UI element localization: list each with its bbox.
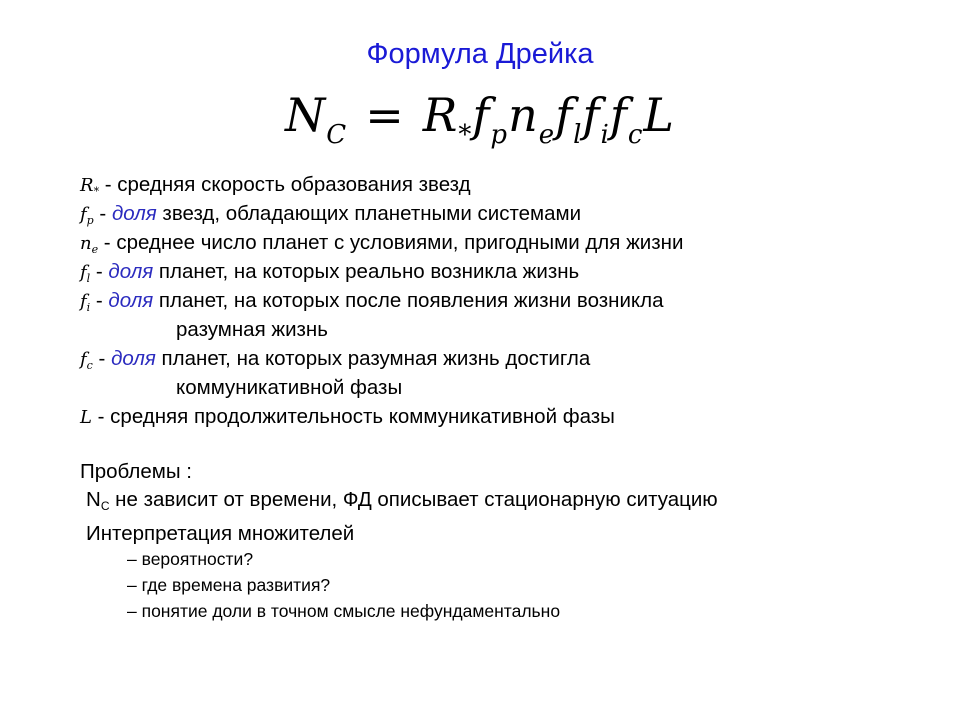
formula-term-ne [508,88,556,150]
definition-rstar [80,170,683,199]
definition-ne [80,228,683,257]
symbol-letter: f [80,204,87,225]
nc-symbol [86,488,109,511]
formula-term-fp [472,88,509,150]
definition-text: планет, на которых после появления жизни возникла [153,289,664,312]
formula-lhs-symbol: N [285,88,327,142]
definition-separator: - [98,231,117,254]
nc-letter: N [86,488,101,511]
definition-fc [80,344,683,373]
symbol-letter: f [80,291,87,312]
definition-text: среднее число планет с условиями, пригодными для жизни [116,231,684,254]
formula-term-symbol: f [472,88,491,142]
problems-heading: Проблемы : [80,460,192,483]
formula-term-fl [555,88,583,150]
formula-lhs-sub: C [326,120,348,150]
symbol-sub: * [93,185,100,198]
formula-term-sub: e [538,120,556,150]
definition-fl [80,257,683,286]
formula-term-sub: l [573,120,583,150]
definition-separator: - [90,289,109,312]
formula-term-sub: i [600,120,610,150]
definition-text: средняя скорость образования звезд [117,173,471,196]
problems-section [80,458,718,548]
definition-separator: - [99,173,118,196]
problems-sublist [127,546,560,624]
sublist-item: – вероятности? [127,549,254,569]
symbol-letter: R [80,175,94,196]
formula-term-symbol: n [508,88,539,142]
symbol-sub: c [86,359,93,372]
formula-term-symbol: f [609,88,628,142]
definition-text: звезд, обладающих планетными системами [156,202,582,225]
definition-separator: - [92,347,112,370]
definition-highlight: доля [108,289,154,312]
formula-equals: = [365,88,405,142]
problem-item-text: не зависит от времени, ФД описывает стационарную ситуацию [109,488,718,511]
definition-fi-continuation: разумная жизнь [176,318,328,341]
problem-item-nc [80,486,718,520]
formula-term-sub: c [627,120,644,150]
sublist-item: – понятие доли в точном смысле нефундаментально [127,601,561,621]
nc-sub: C [100,499,110,513]
formula-term-rstar [422,88,473,150]
definition-symbol [80,403,92,432]
definition-text: средняя продолжительность коммуникативной фазы [110,405,615,428]
definition-separator: - [91,405,111,428]
definitions-list [80,170,683,431]
definition-separator: - [93,202,112,225]
definition-highlight: доля [111,347,156,370]
formula-term-symbol: R [422,88,459,142]
formula-term-sub: * [458,120,473,150]
definition-text: планет, на которых реально возникла жизнь [153,260,580,283]
sublist-item: – где времена развития? [127,575,331,595]
formula-term-fc [609,88,644,150]
formula-term-symbol: f [582,88,601,142]
symbol-sub: e [91,243,99,256]
problem-item-interpretation: Интерпретация множителей [86,522,355,545]
drake-formula [0,88,960,150]
definition-l [80,402,683,431]
definition-text: планет, на которых разумная жизнь достигла [155,347,591,370]
slide-title: Формула Дрейка [366,38,594,70]
symbol-sub: i [86,301,91,314]
symbol-letter: f [80,262,87,283]
formula-term-symbol: f [555,88,574,142]
definition-fp [80,199,683,228]
definition-fi [80,286,683,315]
definition-highlight: доля [111,202,157,225]
formula-term-fi [582,88,610,150]
formula-term-sub: p [490,120,509,150]
definition-highlight: доля [108,260,154,283]
formula-lhs [285,88,348,150]
formula-term-symbol: L [643,88,675,142]
symbol-letter: L [80,407,92,428]
symbol-letter: n [80,233,92,254]
symbol-letter: f [80,349,87,370]
symbol-sub: l [86,272,91,285]
formula-term-l [643,88,675,142]
symbol-sub: p [86,214,94,227]
definition-fc-continuation: коммуникативной фазы [176,376,403,399]
definition-separator: - [90,260,109,283]
